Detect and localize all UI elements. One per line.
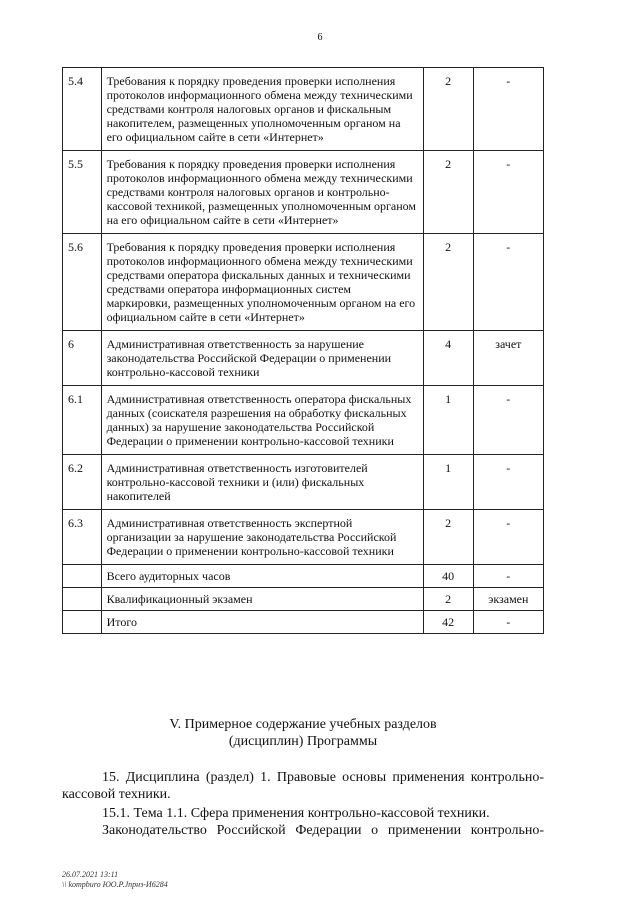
row-number: 5.6	[63, 234, 102, 331]
row-title: Итого	[101, 611, 423, 634]
row-control-form: -	[473, 611, 543, 634]
row-control-form: -	[473, 68, 543, 151]
row-hours: 2	[423, 151, 473, 234]
row-title: Требования к порядку проведения проверки исполнения протоколов информационного обмена между техническими средствами контроля налоговых органов и контрольно-кассовой техникой, размещенных уполномоченным органом на его официальном сайте в сети «Интернет»	[101, 151, 423, 234]
row-title: Административная ответственность оператора фискальных данных (соискателя разрешения на обработку фискальных данных) за нарушение законодательства Российской Федерации о применении контрольно-кассовой техники	[101, 386, 423, 455]
row-control-form: зачет	[473, 331, 543, 386]
table-row	[63, 331, 544, 386]
section-heading-line2: (дисциплин) Программы	[228, 734, 378, 749]
paragraph-legislation: Законодательство Российской Федерации о применении контрольно-	[102, 823, 544, 838]
row-control-form: -	[473, 151, 543, 234]
table-row-grand-total	[63, 611, 544, 634]
row-title: Административная ответственность за нарушение законодательства Российской Федерации о применении контрольно-кассовой техники	[101, 331, 423, 386]
row-hours: 1	[423, 386, 473, 455]
row-hours: 2	[423, 510, 473, 565]
footer-stamp	[62, 870, 168, 890]
table-row-total-classroom	[63, 565, 544, 588]
row-title: Квалификационный экзамен	[101, 588, 423, 611]
section-heading-line1: V. Примерное содержание учебных разделов	[169, 717, 437, 732]
row-control-form: экзамен	[473, 588, 543, 611]
table-row-exam	[63, 588, 544, 611]
row-number	[63, 611, 102, 634]
page-number: 6	[317, 32, 323, 43]
row-number	[63, 565, 102, 588]
row-control-form: -	[473, 234, 543, 331]
row-number: 6	[63, 331, 102, 386]
row-title: Административная ответственность экспертной организации за нарушение законодательства Российской Федерации о применении контрольно-кассовой техники	[101, 510, 423, 565]
row-number: 6.3	[63, 510, 102, 565]
section-heading	[62, 716, 544, 750]
row-number: 5.5	[63, 151, 102, 234]
footer-path: \\ kompburo ЮО.Р.Јпрнз-И6284	[62, 880, 168, 889]
row-control-form: -	[473, 455, 543, 510]
row-number: 6.2	[63, 455, 102, 510]
row-hours: 42	[423, 611, 473, 634]
row-hours: 4	[423, 331, 473, 386]
row-number	[63, 588, 102, 611]
footer-date: 26.07.2021 13:11	[62, 870, 119, 879]
row-control-form: -	[473, 510, 543, 565]
row-control-form: -	[473, 565, 543, 588]
table-row	[63, 386, 544, 455]
table-row	[63, 234, 544, 331]
table-row	[63, 510, 544, 565]
paragraph-topic: 15.1. Тема 1.1. Сфера применения контрольно-кассовой техники.	[102, 806, 490, 821]
table-row	[63, 151, 544, 234]
row-number: 6.1	[63, 386, 102, 455]
paragraph-discipline: 15. Дисциплина (раздел) 1. Правовые основы применения контрольно-кассовой техники.	[62, 770, 544, 802]
curriculum-table	[62, 67, 544, 634]
table-row	[63, 68, 544, 151]
row-hours: 2	[423, 588, 473, 611]
row-title: Всего аудиторных часов	[101, 565, 423, 588]
row-title: Требования к порядку проведения проверки исполнения протоколов информационного обмена между техническими средствами контроля налоговых органов и фискальным накопителем, размещенных уполномоченным органом на его официальном сайте в сети «Интернет»	[101, 68, 423, 151]
row-control-form: -	[473, 386, 543, 455]
row-title: Административная ответственность изготовителей контрольно-кассовой техники и (или) фискальных накопителей	[101, 455, 423, 510]
row-number: 5.4	[63, 68, 102, 151]
row-title: Требования к порядку проведения проверки исполнения протоколов информационного обмена между техническими средствами оператора фискальных данных и техническими средствами оператора информационных систем маркировки, размещенных уполномоченным органом на его официальном сайте в сети «Интернет»	[101, 234, 423, 331]
row-hours: 1	[423, 455, 473, 510]
row-hours: 2	[423, 68, 473, 151]
table-row	[63, 455, 544, 510]
row-hours: 2	[423, 234, 473, 331]
row-hours: 40	[423, 565, 473, 588]
